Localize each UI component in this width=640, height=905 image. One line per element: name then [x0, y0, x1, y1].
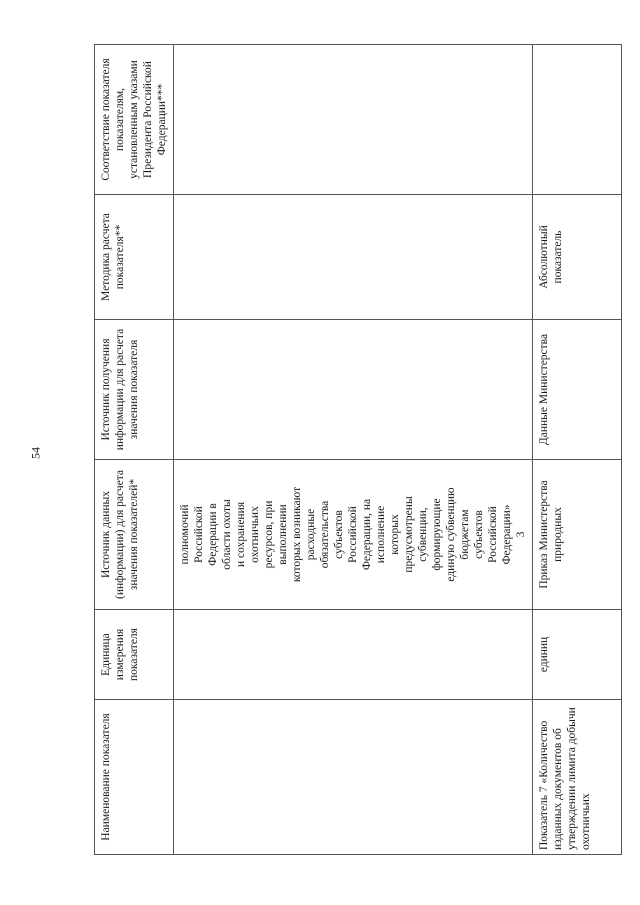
- cell-continuation-text: полномочий Российской Федерации в области охоты и сохранения охотничьих ресурсов, при выполнении которых возникают расходные обязательства субъектов Российской Федерации, на исполнение которых предусмотрены субвенции, формирующие единую субвенцию бюджетам субъектов Российской Федерации» 3: [174, 460, 533, 610]
- table-row-indicator-7: [533, 45, 622, 855]
- cell-method: Абсолютный показатель: [533, 195, 622, 320]
- header-method: Методика расчета показателя**: [95, 195, 174, 320]
- page-number: 54: [28, 447, 43, 459]
- table-row-continuation: [174, 45, 533, 855]
- cell-data-source: Приказ Министерства природных: [533, 460, 622, 610]
- indicator-table: [94, 44, 622, 855]
- header-indicator-name: Наименование показателя: [95, 700, 174, 855]
- cell-compliance: [533, 45, 622, 195]
- header-compliance: Соответствие показателя показателям, установленным указами Президента Российской Федерации***: [95, 45, 174, 195]
- cell-info-source: Данные Министерства: [533, 320, 622, 460]
- header-row: [95, 45, 174, 855]
- header-info-source: Источник получения информации для расчета значения показателя: [95, 320, 174, 460]
- cell-empty-unit: [174, 610, 533, 700]
- header-unit: Единица измерения показателя: [95, 610, 174, 700]
- rotated-page: [94, 35, 614, 855]
- cell-empty-method: [174, 195, 533, 320]
- cell-empty-info-source: [174, 320, 533, 460]
- cell-empty-name: [174, 700, 533, 855]
- header-data-source: Источник данных (информации) для расчета значения показателей*: [95, 460, 174, 610]
- cell-indicator-name: Показатель 7 «Количество изданных документов об утверждении лимита добычи охотничьих: [533, 700, 622, 855]
- cell-unit: единиц: [533, 610, 622, 700]
- cell-empty-compliance: [174, 45, 533, 195]
